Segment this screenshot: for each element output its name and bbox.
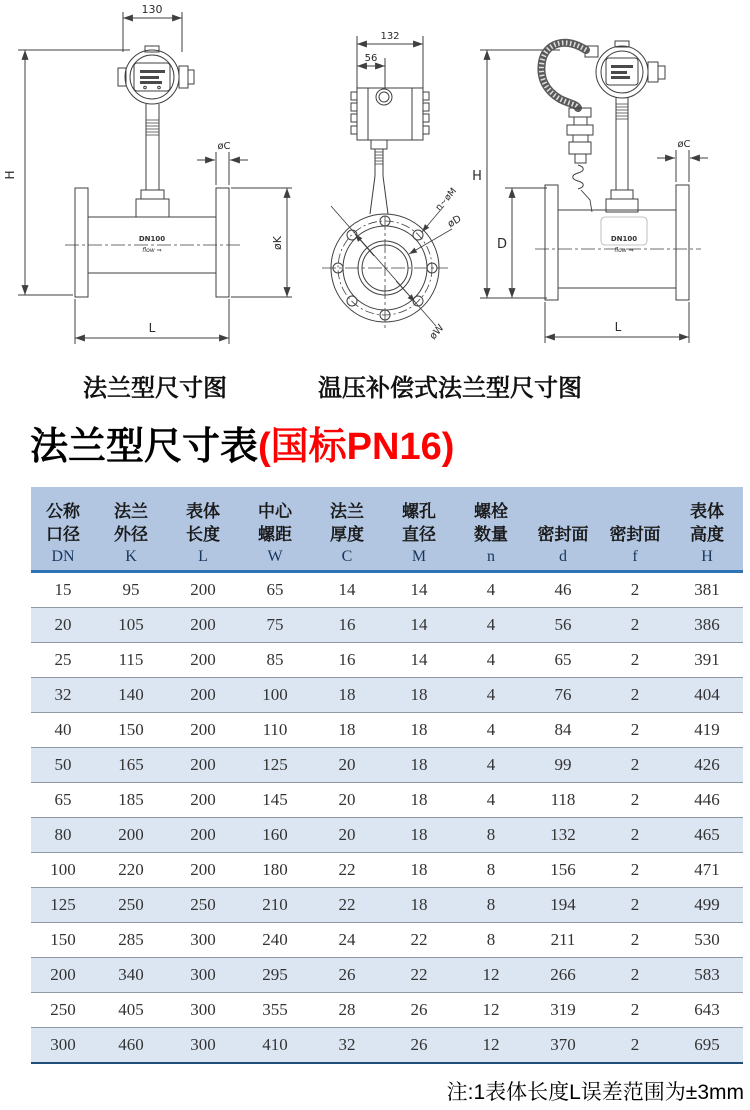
table-cell: 250 <box>118 895 144 914</box>
col-header-L: 表体 长度 L <box>167 487 239 572</box>
table-cell: 14 <box>410 650 428 669</box>
table-cell: 26 <box>410 1035 428 1054</box>
table-cell: 20 <box>338 790 356 809</box>
drawing-compensated-view <box>472 41 708 343</box>
table-cell: 410 <box>262 1035 288 1054</box>
table-cell: 2 <box>630 580 640 599</box>
table-cell: 18 <box>410 825 428 844</box>
table-cell: 200 <box>190 755 216 774</box>
drawing-flange-face-view <box>322 31 464 342</box>
table-cell: 200 <box>118 825 144 844</box>
body-marking-2: DN100 <box>610 235 638 243</box>
transmitter-head <box>118 46 194 104</box>
table-cell: 140 <box>118 685 144 704</box>
flow-marking-2: flow ⇒ <box>614 247 634 254</box>
table-cell: 15 <box>54 580 72 599</box>
table-cell: 84 <box>554 720 572 739</box>
table-cell: 99 <box>554 755 572 774</box>
dim-label-oC2: øC <box>677 139 691 150</box>
table-cell: 695 <box>694 1035 720 1054</box>
table-cell: 50 <box>54 755 72 774</box>
table-cell: 2 <box>630 755 640 774</box>
table-cell: 132 <box>550 825 576 844</box>
table-cell: 95 <box>122 580 140 599</box>
dim-label-H: H <box>3 170 17 180</box>
table-cell: 18 <box>410 720 428 739</box>
electronics-housing <box>351 88 429 214</box>
col-header-M: 螺孔 直径 M <box>383 487 455 572</box>
dim-label-n-oM: n~øM <box>434 186 459 213</box>
dim-label-L2: L <box>614 320 622 334</box>
table-cell: 200 <box>190 825 216 844</box>
table-cell: 100 <box>50 860 76 879</box>
table-cell: 18 <box>338 720 356 739</box>
table-cell: 115 <box>118 650 144 669</box>
table-cell: 56 <box>554 615 572 634</box>
table-cell: 446 <box>694 790 720 809</box>
table-cell: 2 <box>630 615 640 634</box>
table-cell: 4 <box>486 790 496 809</box>
table-cell: 14 <box>410 615 428 634</box>
table-cell: 25 <box>54 650 72 669</box>
table-cell: 300 <box>190 930 216 949</box>
table-cell: 22 <box>410 930 428 949</box>
table-row <box>31 572 743 608</box>
table-cell: 300 <box>190 1000 216 1019</box>
table-header-row <box>31 487 743 572</box>
col-header-W: 中心 螺距 W <box>239 487 311 572</box>
table-cell: 471 <box>694 860 720 879</box>
meter-stem <box>136 104 169 217</box>
table-cell: 12 <box>482 965 500 984</box>
table-cell: 12 <box>482 1000 500 1019</box>
table-cell: 14 <box>338 580 356 599</box>
dimension-table-wrap <box>31 487 743 1064</box>
table-cell: 20 <box>54 615 72 634</box>
col-header-DN: 公称 口径 DN <box>31 487 95 572</box>
table-cell: 200 <box>190 790 216 809</box>
table-cell: 65 <box>554 650 572 669</box>
flow-marking: flow ⇒ <box>142 247 162 254</box>
table-cell: 8 <box>486 930 496 949</box>
dim-label-oW: øW <box>427 322 447 343</box>
table-cell: 185 <box>118 790 144 809</box>
table-cell: 18 <box>410 895 428 914</box>
compensation-hose <box>541 43 593 212</box>
table-note: 注:1表体长度L误差范围为±3mm <box>446 1081 744 1104</box>
table-cell: 300 <box>190 1035 216 1054</box>
transmitter-head-2 <box>585 41 665 98</box>
table-cell: 2 <box>630 895 640 914</box>
title-main: 法兰型尺寸表 <box>30 426 259 468</box>
table-cell: 381 <box>694 580 720 599</box>
table-row <box>31 958 743 993</box>
table-cell: 18 <box>410 685 428 704</box>
table-cell: 583 <box>694 965 720 984</box>
flange-face <box>322 214 448 330</box>
table-cell: 105 <box>118 615 144 634</box>
table-cell: 22 <box>338 860 356 879</box>
table-row <box>31 713 743 748</box>
table-cell: 160 <box>262 825 288 844</box>
table-cell: 405 <box>118 1000 144 1019</box>
col-header-f: 密封面 f <box>599 487 671 572</box>
table-cell: 4 <box>486 755 496 774</box>
col-header-d: 密封面 d <box>527 487 599 572</box>
table-cell: 250 <box>190 895 216 914</box>
table-cell: 285 <box>118 930 144 949</box>
table-cell: 2 <box>630 650 640 669</box>
table-cell: 2 <box>630 930 640 949</box>
table-cell: 16 <box>338 615 356 634</box>
table-row <box>31 783 743 818</box>
table-cell: 2 <box>630 860 640 879</box>
table-cell: 200 <box>190 650 216 669</box>
table-cell: 18 <box>410 755 428 774</box>
table-cell: 340 <box>118 965 144 984</box>
table-cell: 200 <box>190 580 216 599</box>
table-cell: 14 <box>410 580 428 599</box>
table-row <box>31 748 743 783</box>
caption-flange-view: 法兰型尺寸图 <box>83 375 227 402</box>
table-cell: 2 <box>630 1000 640 1019</box>
table-cell: 200 <box>50 965 76 984</box>
table-cell: 18 <box>410 860 428 879</box>
table-cell: 125 <box>262 755 288 774</box>
table-cell: 2 <box>630 720 640 739</box>
table-cell: 8 <box>486 860 496 879</box>
table-cell: 20 <box>338 755 356 774</box>
table-cell: 530 <box>694 930 720 949</box>
table-cell: 2 <box>630 790 640 809</box>
body-marking: DN100 <box>138 235 166 243</box>
table-cell: 194 <box>550 895 576 914</box>
table-cell: 8 <box>486 895 496 914</box>
page-title <box>30 422 454 472</box>
table-row <box>31 608 743 643</box>
dim-label-L: L <box>148 321 156 335</box>
table-body <box>31 572 743 1064</box>
table-cell: 200 <box>190 615 216 634</box>
table-cell: 26 <box>410 1000 428 1019</box>
table-cell: 200 <box>190 860 216 879</box>
table-cell: 220 <box>118 860 144 879</box>
table-cell: 370 <box>550 1035 576 1054</box>
table-cell: 4 <box>486 720 496 739</box>
dim-label-56: 56 <box>364 53 378 64</box>
meter-body-2 <box>535 185 701 300</box>
table-cell: 76 <box>554 685 572 704</box>
table-cell: 65 <box>54 790 72 809</box>
dim-label-130: 130 <box>141 3 163 16</box>
col-header-K: 法兰 外径 K <box>95 487 167 572</box>
table-cell: 2 <box>630 685 640 704</box>
table-cell: 300 <box>190 965 216 984</box>
table-cell: 4 <box>486 650 496 669</box>
table-cell: 22 <box>338 895 356 914</box>
table-cell: 65 <box>266 580 284 599</box>
table-row <box>31 1028 743 1064</box>
table-cell: 211 <box>550 930 576 949</box>
table-cell: 200 <box>190 720 216 739</box>
table-cell: 150 <box>118 720 144 739</box>
dim-label-oK: øK <box>271 236 284 250</box>
table-cell: 22 <box>410 965 428 984</box>
table-cell: 85 <box>266 650 284 669</box>
table-cell: 2 <box>630 1035 640 1054</box>
technical-drawings <box>0 0 750 362</box>
col-header-H: 表体 高度 H <box>671 487 743 572</box>
table-cell: 355 <box>262 1000 288 1019</box>
dim-label-H2: H <box>472 169 482 184</box>
table-row <box>31 818 743 853</box>
table-cell: 404 <box>694 685 720 704</box>
table-cell: 266 <box>550 965 576 984</box>
table-cell: 75 <box>266 615 284 634</box>
table-cell: 110 <box>262 720 288 739</box>
table-cell: 4 <box>486 615 496 634</box>
table-cell: 32 <box>54 685 72 704</box>
table-cell: 4 <box>486 580 496 599</box>
table-cell: 16 <box>338 650 356 669</box>
caption-compensated-view: 温压补偿式法兰型尺寸图 <box>318 375 582 402</box>
table-cell: 118 <box>550 790 576 809</box>
table-cell: 4 <box>486 685 496 704</box>
dim-label-132: 132 <box>380 31 400 42</box>
table-cell: 386 <box>694 615 720 634</box>
table-cell: 40 <box>54 720 72 739</box>
table-row <box>31 888 743 923</box>
table-cell: 32 <box>338 1035 356 1054</box>
table-cell: 28 <box>338 1000 356 1019</box>
table-cell: 391 <box>694 650 720 669</box>
table-cell: 2 <box>630 825 640 844</box>
table-row <box>31 678 743 713</box>
table-cell: 165 <box>118 755 144 774</box>
table-row <box>31 993 743 1028</box>
table-cell: 18 <box>410 790 428 809</box>
table-row <box>31 923 743 958</box>
meter-stem-2 <box>606 97 638 212</box>
table-cell: 125 <box>50 895 76 914</box>
table-cell: 8 <box>486 825 496 844</box>
table-row <box>31 853 743 888</box>
table-cell: 26 <box>338 965 356 984</box>
table-cell: 499 <box>694 895 720 914</box>
table-cell: 250 <box>50 1000 76 1019</box>
table-row <box>31 643 743 678</box>
meter-body <box>65 188 240 297</box>
table-cell: 156 <box>550 860 576 879</box>
table-cell: 12 <box>482 1035 500 1054</box>
col-header-n: 螺栓 数量 n <box>455 487 527 572</box>
dim-label-oD: øD <box>446 213 464 231</box>
table-cell: 319 <box>550 1000 576 1019</box>
table-cell: 240 <box>262 930 288 949</box>
drawing-flange-view <box>3 3 292 344</box>
table-cell: 24 <box>338 930 356 949</box>
table-cell: 18 <box>338 685 356 704</box>
table-cell: 200 <box>190 685 216 704</box>
dimension-table <box>31 487 743 1064</box>
table-cell: 643 <box>694 1000 720 1019</box>
table-cell: 426 <box>694 755 720 774</box>
dim-label-D: D <box>496 237 508 252</box>
table-cell: 180 <box>262 860 288 879</box>
table-cell: 465 <box>694 825 720 844</box>
table-cell: 419 <box>694 720 720 739</box>
table-cell: 80 <box>54 825 72 844</box>
table-cell: 20 <box>338 825 356 844</box>
table-cell: 2 <box>630 965 640 984</box>
dim-label-oC: øC <box>217 141 231 152</box>
table-cell: 46 <box>554 580 572 599</box>
title-standard: (国标PN16) <box>258 426 455 468</box>
table-cell: 295 <box>262 965 288 984</box>
table-cell: 300 <box>50 1035 76 1054</box>
table-cell: 100 <box>262 685 288 704</box>
table-cell: 150 <box>50 930 76 949</box>
table-cell: 145 <box>262 790 288 809</box>
table-cell: 210 <box>262 895 288 914</box>
table-cell: 460 <box>118 1035 144 1054</box>
col-header-C: 法兰 厚度 C <box>311 487 383 572</box>
